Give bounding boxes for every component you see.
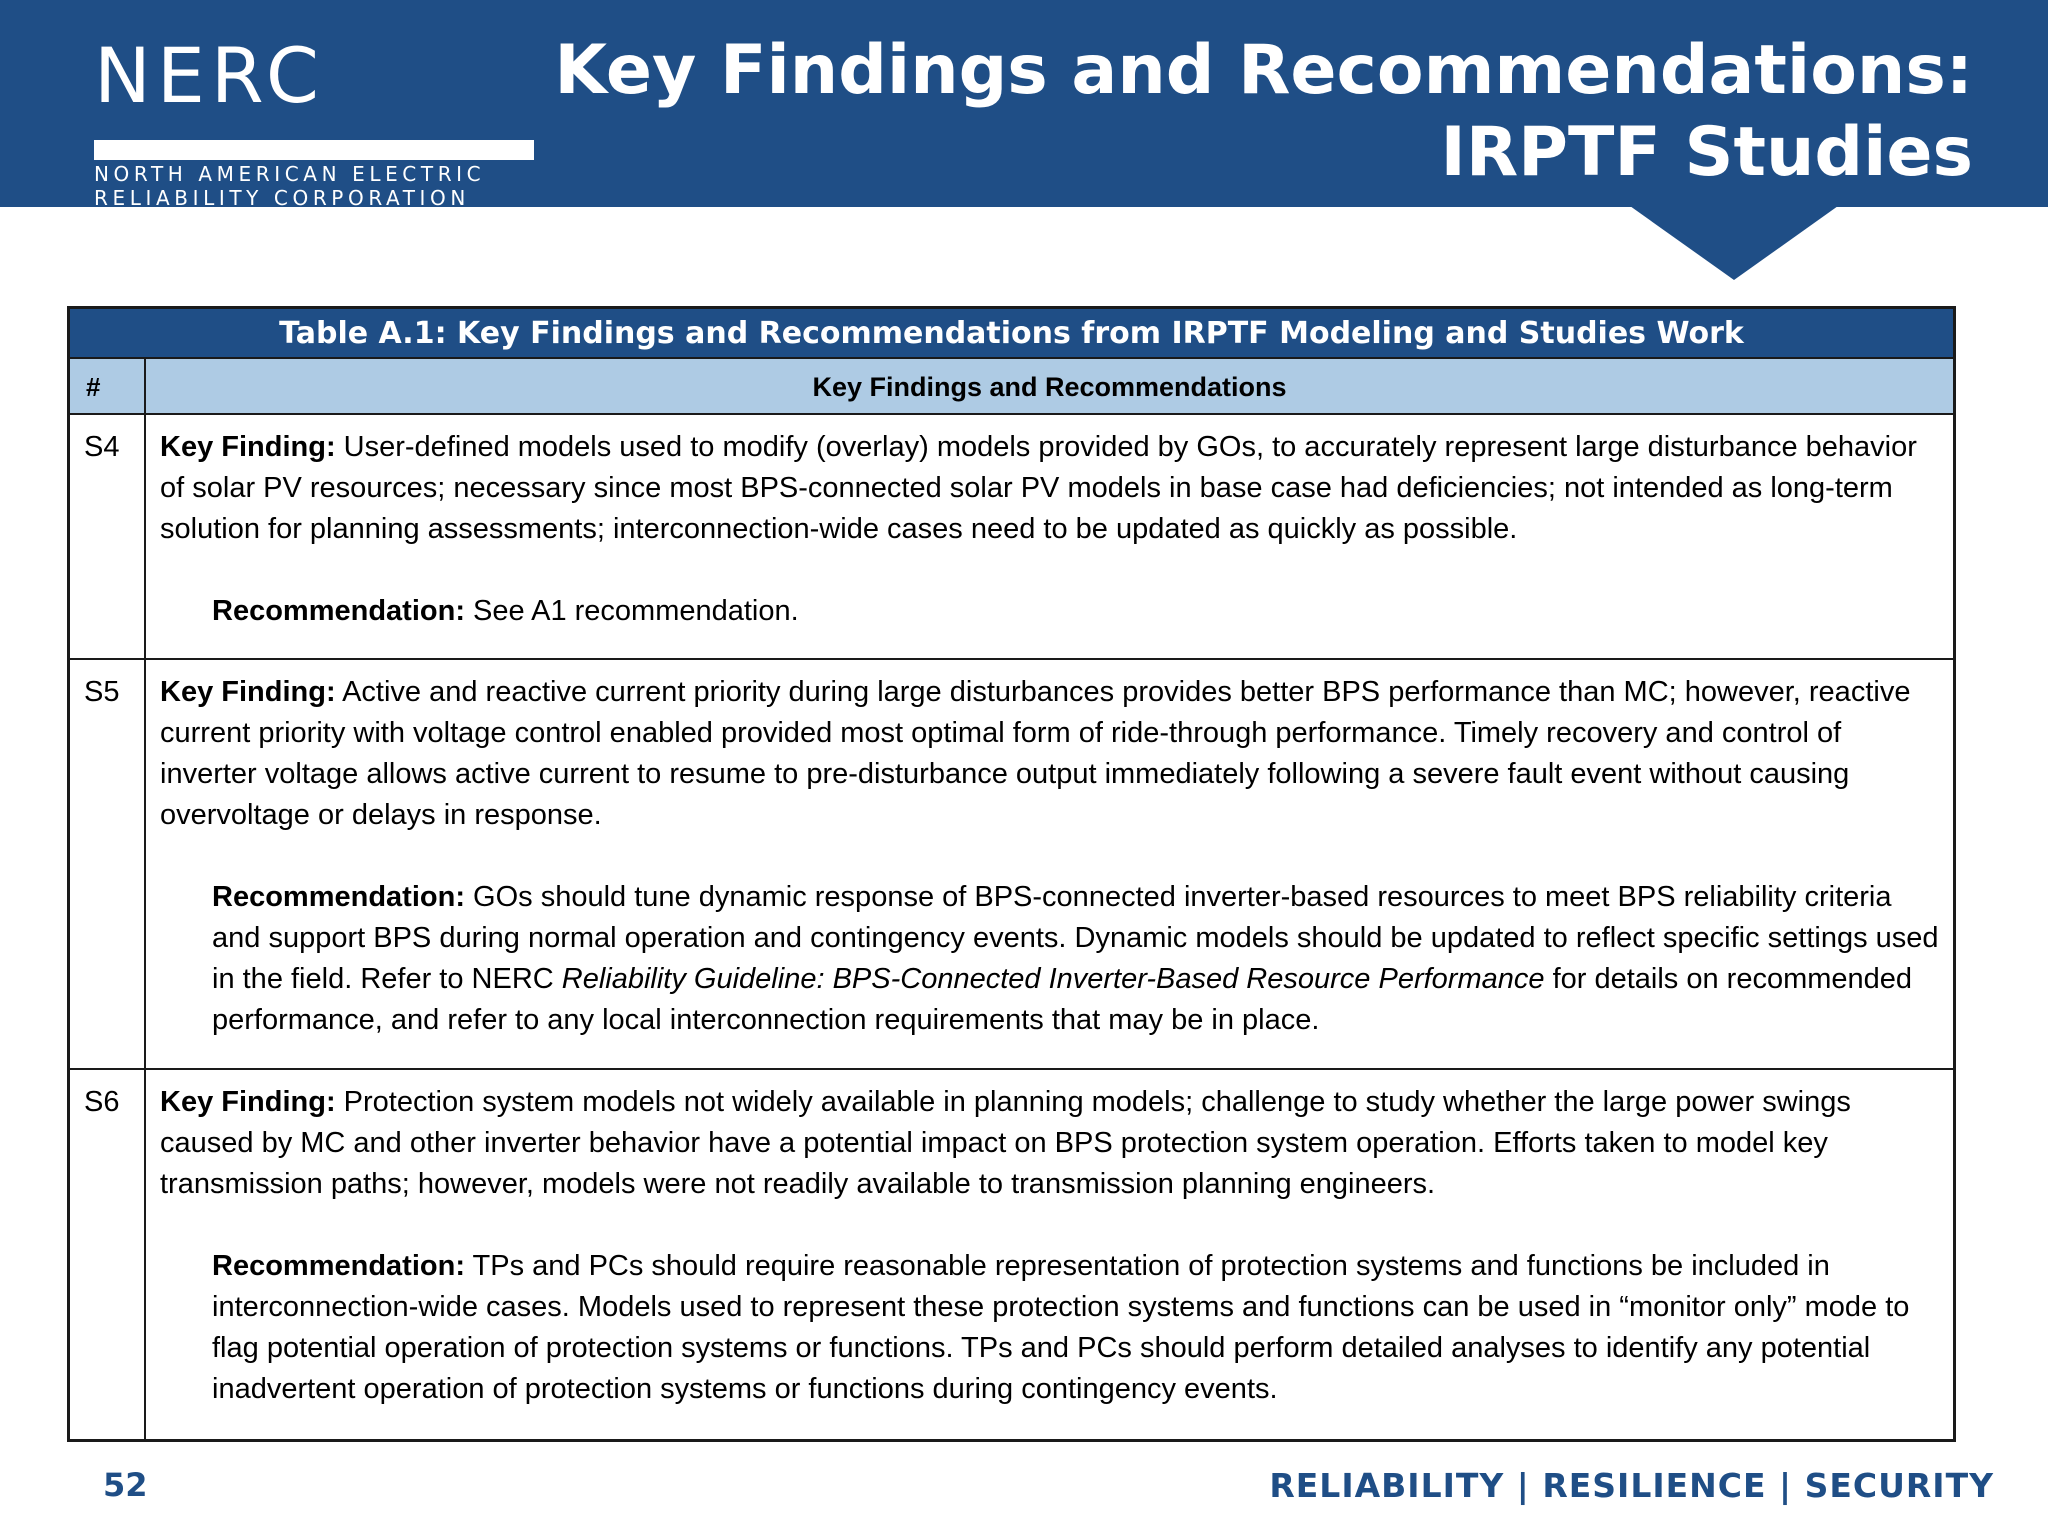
key-finding-label: Key Finding: bbox=[160, 676, 336, 708]
row-id: S4 bbox=[70, 415, 146, 658]
row-content bbox=[146, 415, 1953, 658]
key-finding-label: Key Finding: bbox=[160, 431, 336, 463]
key-finding-text: User-defined models used to modify (overlay) models provided by GOs, to accurately represent large disturbance behavior of solar PV resources; necessary since most BPS-connected solar PV models in base case had deficiencies; not intended as long-term solution for planning assessments; interconnection-wide cases need to be updated as quickly as possible. bbox=[160, 431, 1917, 545]
recommendation-label: Recommendation: bbox=[212, 595, 465, 627]
footer-tagline: RELIABILITY | RESILIENCE | SECURITY bbox=[1269, 1466, 1994, 1505]
key-finding-text: Active and reactive current priority during large disturbances provides better BPS performance than MC; however, reactive current priority with voltage control enabled provided most optimal form of ride-through performance. Timely recovery and control of inverter voltage allows active current to resume to pre-disturbance output immediately following a severe fault event without causing overvoltage or delays in response. bbox=[160, 676, 1911, 831]
key-finding bbox=[160, 1070, 1939, 1205]
logo-wordmark: NERC bbox=[94, 31, 325, 120]
recommendation bbox=[160, 877, 1939, 1041]
recommendation-label: Recommendation: bbox=[212, 881, 465, 913]
column-header-number: # bbox=[70, 359, 146, 413]
page-number: 52 bbox=[103, 1466, 148, 1504]
nerc-logo bbox=[94, 31, 534, 210]
row-content bbox=[146, 660, 1953, 1068]
table-header-row bbox=[70, 359, 1953, 415]
logo-subtitle-line1: NORTH AMERICAN ELECTRIC bbox=[94, 162, 486, 186]
recommendation-text: See A1 recommendation. bbox=[473, 595, 799, 627]
key-finding-label: Key Finding: bbox=[160, 1086, 336, 1118]
row-content bbox=[146, 1070, 1953, 1439]
key-finding bbox=[160, 660, 1939, 836]
guideline-reference: Reliability Guideline: BPS-Connected Inverter-Based Resource Performance bbox=[561, 963, 1545, 995]
row-id: S5 bbox=[70, 660, 146, 1068]
recommendation-text-end: for details on recommended performance, and refer to any local interconnection requirements that may be in place. bbox=[212, 963, 1913, 1036]
table-caption: Table A.1: Key Findings and Recommendations from IRPTF Modeling and Studies Work bbox=[70, 309, 1953, 359]
logo-subtitle-line2: RELIABILITY CORPORATION bbox=[94, 186, 470, 210]
table-row bbox=[70, 415, 1953, 660]
key-finding-text: Protection system models not widely available in planning models; challenge to study whether the large power swings caused by MC and other inverter behavior have a potential impact on BPS protection system operation. Efforts taken to model key transmission paths; however, models were not readily available to transmission planning engineers. bbox=[160, 1086, 1851, 1200]
table-row bbox=[70, 660, 1953, 1070]
logo-bar bbox=[94, 140, 534, 160]
recommendation-text: TPs and PCs should require reasonable representation of protection systems and functions be included in interconnection-wide cases. Models used to represent these protection systems and functions can be used in “monitor only” mode to flag potential operation of protection systems or functions. TPs and PCs should perform detailed analyses to identify any potential inadvertent operation of protection systems or functions during contingency events. bbox=[212, 1250, 1910, 1405]
column-header-findings: Key Findings and Recommendations bbox=[812, 372, 1287, 402]
table-row bbox=[70, 1070, 1953, 1439]
recommendation bbox=[160, 591, 1939, 632]
recommendation bbox=[160, 1246, 1939, 1410]
row-id: S6 bbox=[70, 1070, 146, 1439]
page-title-line2: IRPTF Studies bbox=[1440, 113, 1973, 192]
header-chevron bbox=[1630, 206, 1838, 280]
page-title-line1: Key Findings and Recommendations: bbox=[554, 31, 1973, 110]
recommendation-label: Recommendation: bbox=[212, 1250, 465, 1282]
recommendation-text: GOs should tune dynamic response of BPS-connected inverter-based resources to meet BPS reliability criteria and support BPS during normal operation and contingency events. Dynamic models should be updated to reflect specific settings used in the field. Refer to NERC bbox=[212, 881, 1939, 995]
header-band bbox=[0, 0, 2048, 210]
findings-table bbox=[67, 306, 1956, 1442]
key-finding bbox=[160, 415, 1939, 550]
page-title bbox=[554, 30, 1973, 194]
